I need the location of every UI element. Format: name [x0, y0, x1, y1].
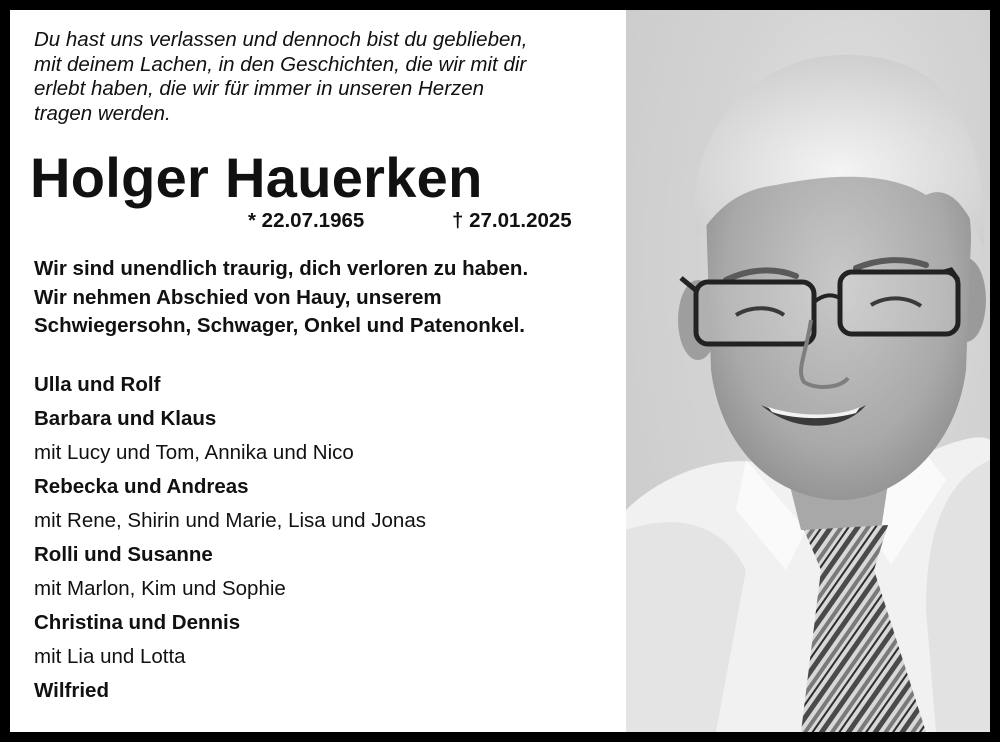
quote-line: Du hast uns verlassen und dennoch bist du geblieben,: [34, 28, 528, 51]
mourner-entry: mit Lucy und Tom, Annika und Nico: [34, 441, 354, 464]
portrait-photo: [626, 10, 990, 732]
mourner-entry: Wilfried: [34, 679, 109, 702]
mourner-entry: Christina und Dennis: [34, 611, 241, 634]
message-line: Schwiegersohn, Schwager, Onkel und Patenonkel.: [34, 314, 525, 337]
mourner-entry: mit Lia und Lotta: [34, 645, 186, 668]
death-date: † 27.01.2025: [452, 209, 572, 232]
mourner-entry: mit Marlon, Kim und Sophie: [34, 577, 286, 600]
quote-line: mit deinem Lachen, in den Geschichten, die wir mit dir: [34, 52, 527, 76]
mourner-entry: Ulla und Rolf: [34, 373, 161, 396]
message-line: Wir sind unendlich traurig, dich verloren zu haben.: [34, 257, 529, 280]
mourners-list: [34, 368, 614, 708]
birth-date: * 22.07.1965: [248, 209, 365, 232]
deceased-name: Holger Hauerken: [30, 146, 483, 209]
message-line: Wir nehmen Abschied von Hauy, unserem: [34, 285, 442, 309]
text-panel: [10, 10, 626, 732]
mourning-message: [34, 255, 614, 341]
quote-line: tragen werden.: [34, 101, 171, 125]
mourner-entry: mit Rene, Shirin und Marie, Lisa und Jonas: [34, 509, 426, 532]
quote-line: erlebt haben, die wir für immer in unseren Herzen: [34, 77, 485, 100]
portrait-illustration: [626, 10, 990, 732]
mourner-entry: Rebecka und Andreas: [34, 475, 249, 498]
mourner-entry: Rolli und Susanne: [34, 543, 213, 566]
memorial-quote: [34, 28, 604, 126]
mourner-entry: Barbara und Klaus: [34, 407, 217, 430]
